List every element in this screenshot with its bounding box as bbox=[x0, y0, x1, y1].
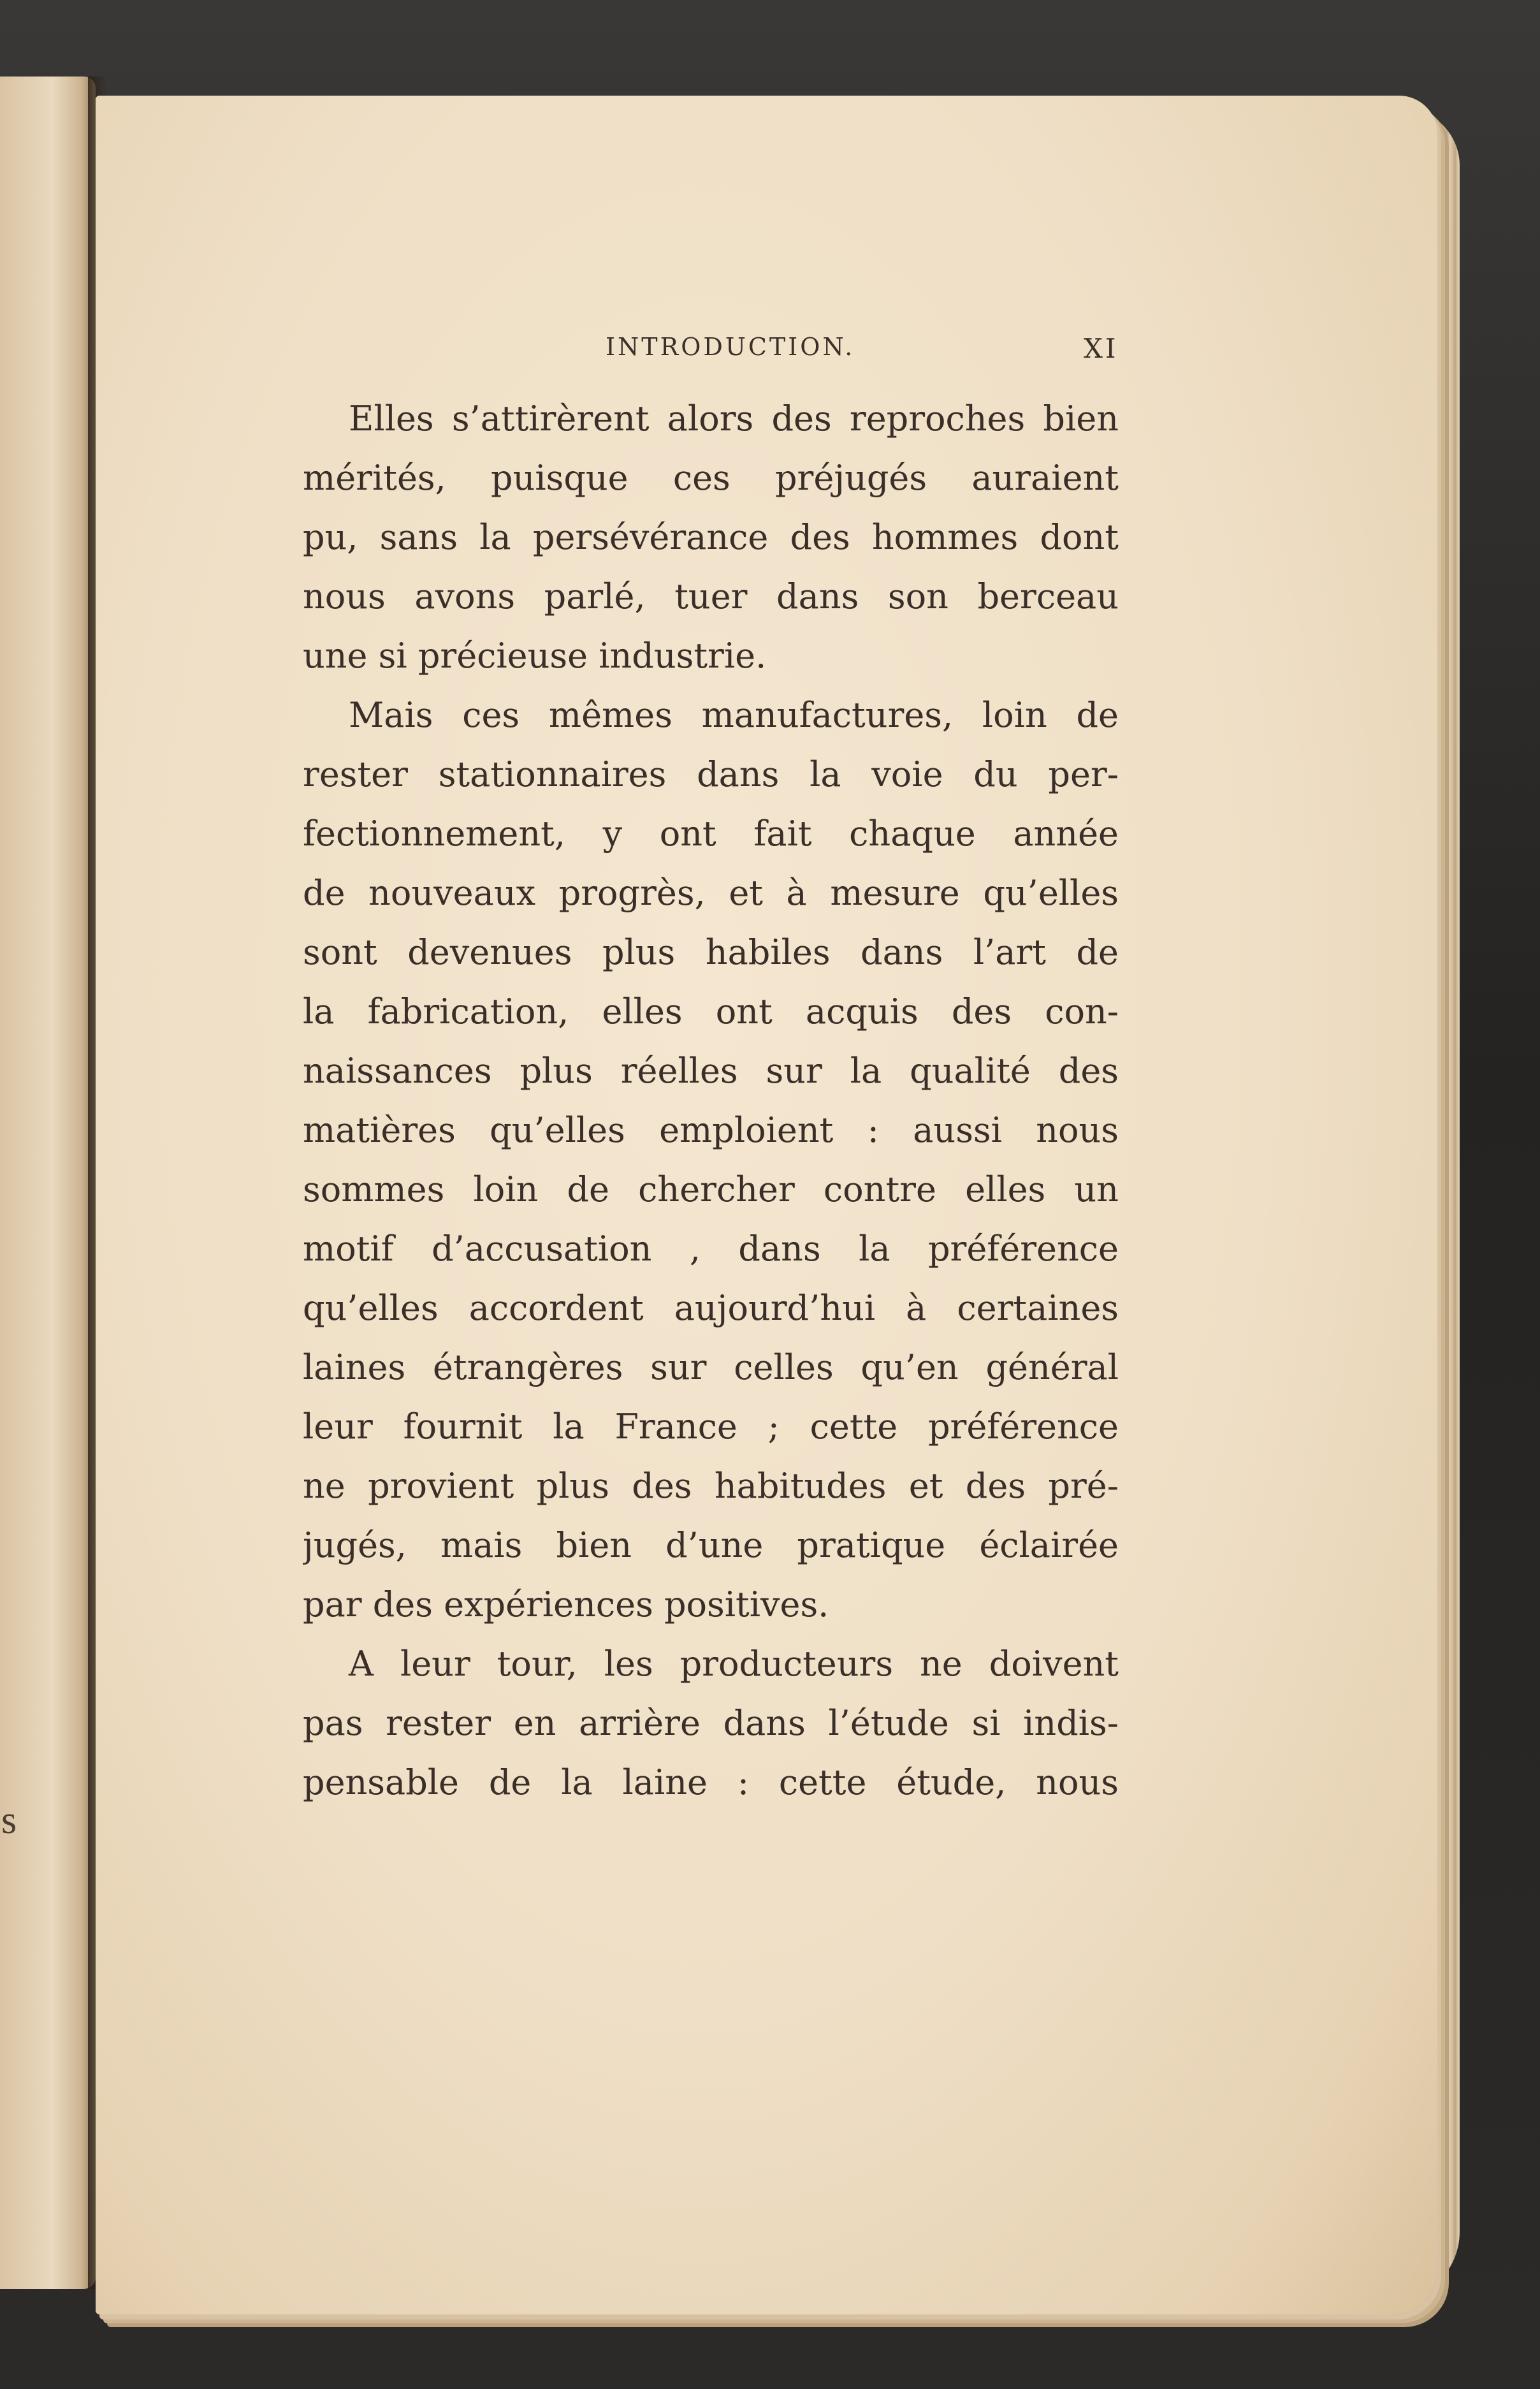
page-number: XI bbox=[1084, 333, 1119, 364]
facing-page-edge bbox=[0, 77, 96, 2289]
text-line: de nouveaux progrès, et à mesure qu’elles bbox=[303, 873, 1119, 913]
text-line: leur fournit la France ; cette préférence bbox=[303, 1406, 1119, 1447]
text-line: mérités, puisque ces préjugés auraient bbox=[303, 458, 1119, 498]
text-line: motif d’accusation , dans la préférence bbox=[303, 1229, 1119, 1269]
text-line: rester stationnaires dans la voie du per- bbox=[303, 754, 1119, 794]
text-line: pu, sans la persévérance des hommes dont bbox=[303, 517, 1119, 557]
text-line: fectionnement, y ont fait chaque année bbox=[303, 814, 1119, 854]
text-line: Mais ces mêmes manufactures, loin de bbox=[349, 695, 1119, 735]
body-text bbox=[303, 389, 1119, 1812]
facing-page-glyph: s bbox=[1, 1799, 17, 1842]
text-line: naissances plus réelles sur la qualité des bbox=[303, 1051, 1119, 1091]
text-line: laines étrangères sur celles qu’en général bbox=[303, 1347, 1119, 1387]
text-line: pensable de la laine : cette étude, nous bbox=[303, 1762, 1119, 1802]
text-line: sommes loin de chercher contre elles un bbox=[303, 1169, 1119, 1209]
text-line: qu’elles accordent aujourd’hui à certaines bbox=[303, 1288, 1119, 1328]
text-line: A leur tour, les producteurs ne doivent bbox=[349, 1644, 1119, 1684]
text-line: matières qu’elles emploient : aussi nous bbox=[303, 1110, 1119, 1150]
text-line: par des expériences positives. bbox=[303, 1584, 829, 1625]
text-line: Elles s’attirèrent alors des reproches bien bbox=[349, 398, 1119, 439]
running-head: INTRODUCTION. bbox=[606, 333, 855, 361]
text-line: jugés, mais bien d’une pratique éclairée bbox=[303, 1525, 1119, 1565]
text-line: ne provient plus des habitudes et des pré- bbox=[303, 1466, 1119, 1506]
text-line: la fabrication, elles ont acquis des con- bbox=[303, 991, 1119, 1032]
text-line: pas rester en arrière dans l’étude si indis- bbox=[303, 1703, 1119, 1743]
text-line: sont devenues plus habiles dans l’art de bbox=[303, 932, 1119, 972]
text-line: une si précieuse industrie. bbox=[303, 636, 767, 676]
text-line: nous avons parlé, tuer dans son berceau bbox=[303, 576, 1119, 617]
